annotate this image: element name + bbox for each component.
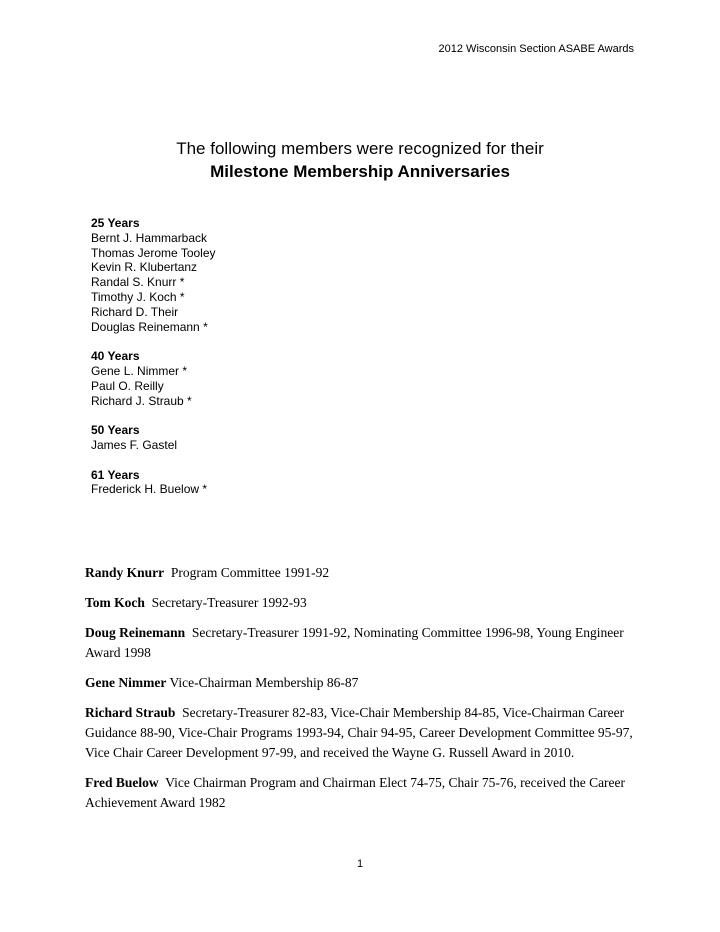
member-name: Douglas Reinemann *	[91, 319, 208, 334]
member-name: James F. Gastel	[91, 437, 178, 452]
member-name: Thomas Jerome Tooley	[91, 245, 216, 260]
page-number: 1	[356, 858, 364, 870]
bio-richard-straub	[85, 703, 637, 763]
group-heading: 25 Years	[91, 216, 140, 230]
bio-text: Program Committee 1991-92	[170, 565, 330, 580]
bio-fred-buelow	[85, 773, 637, 813]
bio-tom-koch	[85, 593, 637, 613]
group-heading: 61 Years	[91, 467, 140, 482]
group-40-years	[91, 349, 216, 408]
bio-text: Secretary-Treasurer 1992-93	[151, 595, 307, 610]
bio-text: Secretary-Treasurer 1991-92, Nominating Committee 1996-98, Young Engineer Award 1998	[85, 625, 624, 660]
bio-randy-knurr	[85, 563, 637, 583]
bio-gene-nimmer	[85, 673, 637, 693]
member-name: Bernt J. Hammarback	[91, 230, 208, 245]
member-name: Richard D. Their	[91, 304, 179, 319]
group-heading: 50 Years	[91, 423, 140, 438]
title-line-2: Milestone Membership Anniversaries	[210, 162, 510, 181]
bio-text: Secretary-Treasurer 82-83, Vice-Chair Membership 84-85, Vice-Chairman Career Guidance 88-90, Vice-Chair Programs 1993-94, Chair 94-95, Career Development Committee 95-97, Vice Chair Career Development 97-99, and received the Wayne G. Russell Award in 2010.	[85, 705, 633, 760]
group-50-years	[91, 423, 216, 453]
bio-text: Vice Chairman Program and Chairman Elect 74-75, Chair 75-76, received the Career Achievement Award 1982	[85, 775, 626, 810]
title-line-1: The following members were recognized for their	[176, 139, 544, 158]
member-name: Paul O. Reilly	[91, 378, 164, 393]
bio-name: Gene Nimmer	[85, 675, 167, 690]
group-heading: 40 Years	[91, 349, 140, 364]
bio-doug-reinemann	[85, 623, 637, 663]
bio-name: Tom Koch	[85, 595, 145, 610]
member-name: Randal S. Knurr *	[91, 275, 185, 290]
member-name: Gene L. Nimmer *	[91, 363, 188, 378]
member-name: Kevin R. Klubertanz	[91, 260, 198, 275]
member-name: Frederick H. Buelow *	[91, 482, 208, 497]
member-name: Richard J. Straub *	[91, 393, 192, 408]
bio-name: Fred Buelow	[85, 775, 159, 790]
page-header: 2012 Wisconsin Section ASABE Awards	[438, 43, 634, 55]
group-25-years	[91, 216, 216, 334]
member-name: Timothy J. Koch *	[91, 289, 185, 304]
bio-text: Vice-Chairman Membership 86-87	[169, 675, 359, 690]
bio-name: Richard Straub	[85, 705, 176, 720]
bio-name: Randy Knurr	[85, 565, 165, 580]
anniversary-list	[91, 216, 216, 512]
bio-name: Doug Reinemann	[85, 625, 186, 640]
group-61-years	[91, 468, 216, 498]
member-bios	[85, 563, 637, 823]
